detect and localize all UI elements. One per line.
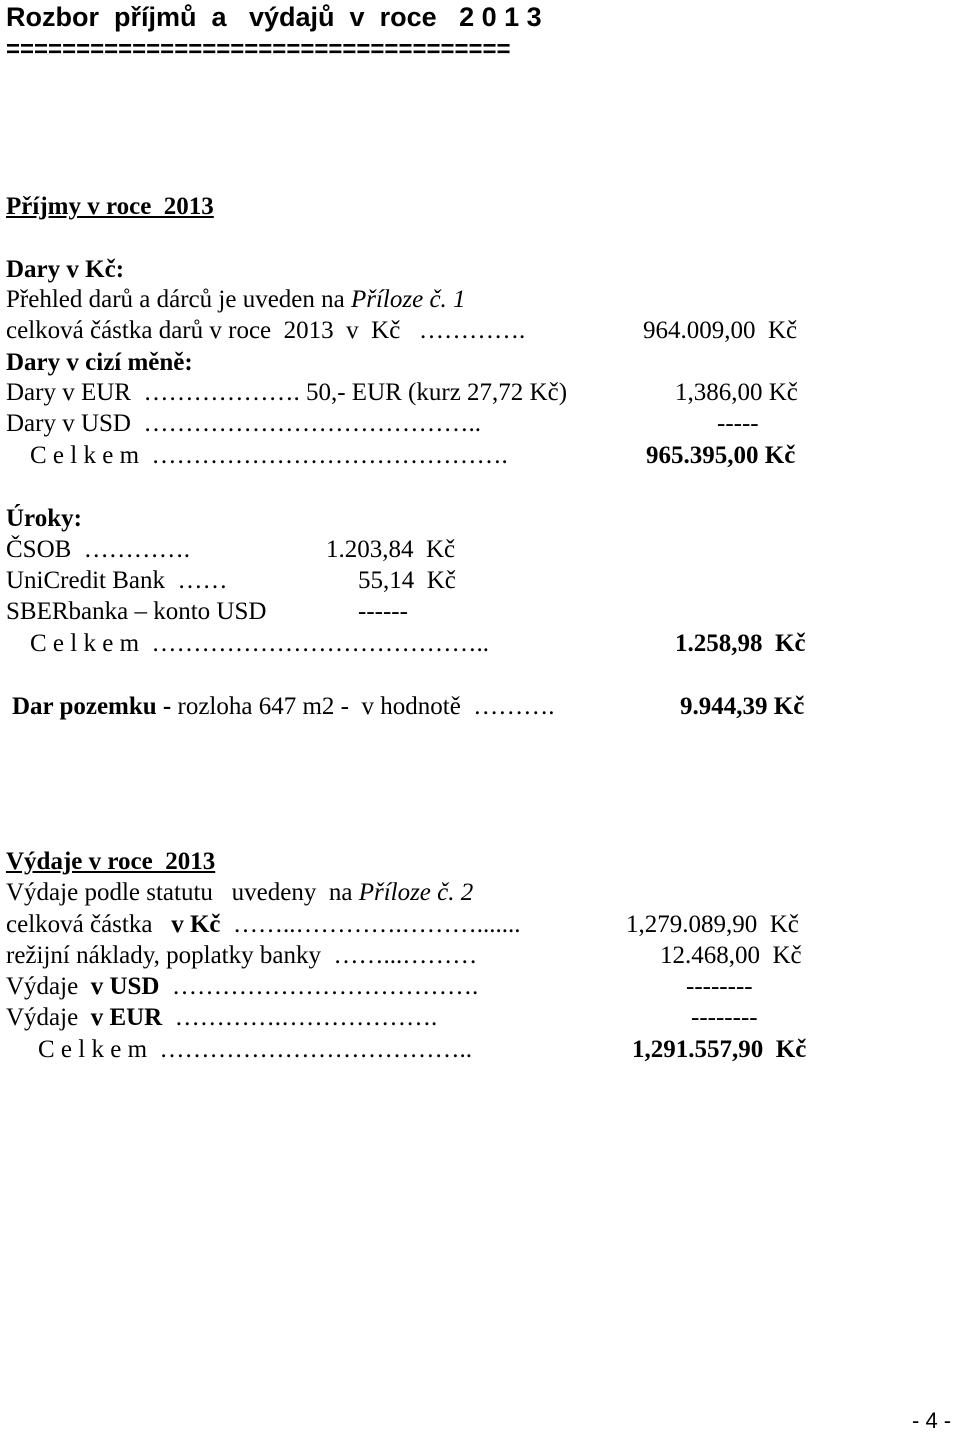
land-gift-description: rozloha 647 m2 - v hodnotě ………. [171, 693, 555, 720]
interest-csob-value: 1.203,84 Kč [326, 536, 456, 563]
expenses-statute-line [6, 880, 473, 905]
interest-sberbank-value: ------ [358, 598, 408, 625]
land-gift-line [12, 694, 555, 719]
page-number: - 4 - [912, 1408, 952, 1433]
expenses-total-czk-value: 1,279.089,90 Kč [626, 911, 799, 938]
expenses-total-czk-currency: v Kč [171, 911, 221, 938]
expenses-usd-value: -------- [686, 973, 753, 1000]
expenses-usd-leader: ………………………………. [159, 973, 479, 1000]
gifts-total-label: celková částka darů v roce 2013 v Kč …………. [6, 317, 526, 344]
title-underline-rule: ==================================== [6, 36, 511, 63]
land-gift-value: 9.944,39 Kč [680, 693, 805, 720]
gifts-total-sum-value: 965.395,00 Kč [646, 442, 796, 469]
expenses-eur-value: -------- [691, 1004, 758, 1031]
expenses-statute-text: Výdaje podle statutu uvedeny na [6, 879, 359, 906]
expenses-overhead-label: režijní náklady, poplatky banky ……...……… [6, 942, 478, 969]
interest-total-value: 1.258,98 Kč [675, 630, 806, 657]
gifts-overview-appendix-ref: Příloze č. 1 [350, 286, 466, 313]
expenses-total-czk-label [6, 912, 521, 937]
income-heading: Příjmy v roce 2013 [6, 193, 214, 220]
expenses-total-czk-leader: ……..………….………....... [220, 911, 521, 938]
expenses-eur-text: Výdaje [6, 1004, 91, 1031]
gifts-usd-value: ----- [717, 410, 759, 437]
interest-total-label: C e l k e m ………………………………….. [30, 630, 490, 657]
interest-sberbank-label: SBERbanka – konto USD [6, 598, 267, 625]
gifts-total-sum-label: C e l k e m ……………………………………. [30, 442, 508, 469]
gifts-czk-label: Dary v Kč: [6, 256, 125, 283]
expenses-total-label: C e l k e m ……………………………….. [38, 1036, 473, 1063]
interest-csob-label: ČSOB …………. [6, 536, 191, 563]
expenses-usd-label [6, 974, 478, 999]
interest-label: Úroky: [6, 505, 82, 532]
land-gift-label: Dar pozemku - [12, 693, 172, 720]
expenses-overhead-value: 12.468,00 Kč [660, 942, 802, 969]
expenses-total-value: 1,291.557,90 Kč [632, 1036, 807, 1063]
expenses-usd-text: Výdaje [6, 973, 91, 1000]
expenses-usd-currency: v USD [90, 973, 160, 1000]
expenses-total-czk-text: celková částka [6, 911, 172, 938]
expenses-heading: Výdaje v roce 2013 [6, 848, 216, 875]
interest-unicredit-label: UniCredit Bank …… [6, 567, 228, 594]
gifts-overview-line [6, 287, 466, 312]
gifts-total-value: 964.009,00 Kč [643, 317, 798, 344]
expenses-eur-leader: ………….………………. [162, 1004, 438, 1031]
gifts-eur-label: Dary v EUR ………………. 50,- EUR (kurz 27,72 Kč) [6, 379, 568, 406]
expenses-eur-currency: v EUR [90, 1004, 163, 1031]
expenses-eur-label [6, 1005, 437, 1030]
gifts-overview-text: Přehled darů a dárců je uveden na [6, 286, 351, 313]
interest-unicredit-value: 55,14 Kč [358, 567, 456, 594]
gifts-usd-label: Dary v USD ………………………………….. [6, 410, 481, 437]
gifts-eur-value: 1,386,00 Kč [675, 379, 798, 406]
gifts-foreign-label: Dary v cizí měně: [6, 349, 193, 376]
expenses-appendix-ref: Příloze č. 2 [358, 879, 474, 906]
page-title: Rozbor příjmů a výdajů v roce 2 0 1 3 [6, 2, 542, 32]
